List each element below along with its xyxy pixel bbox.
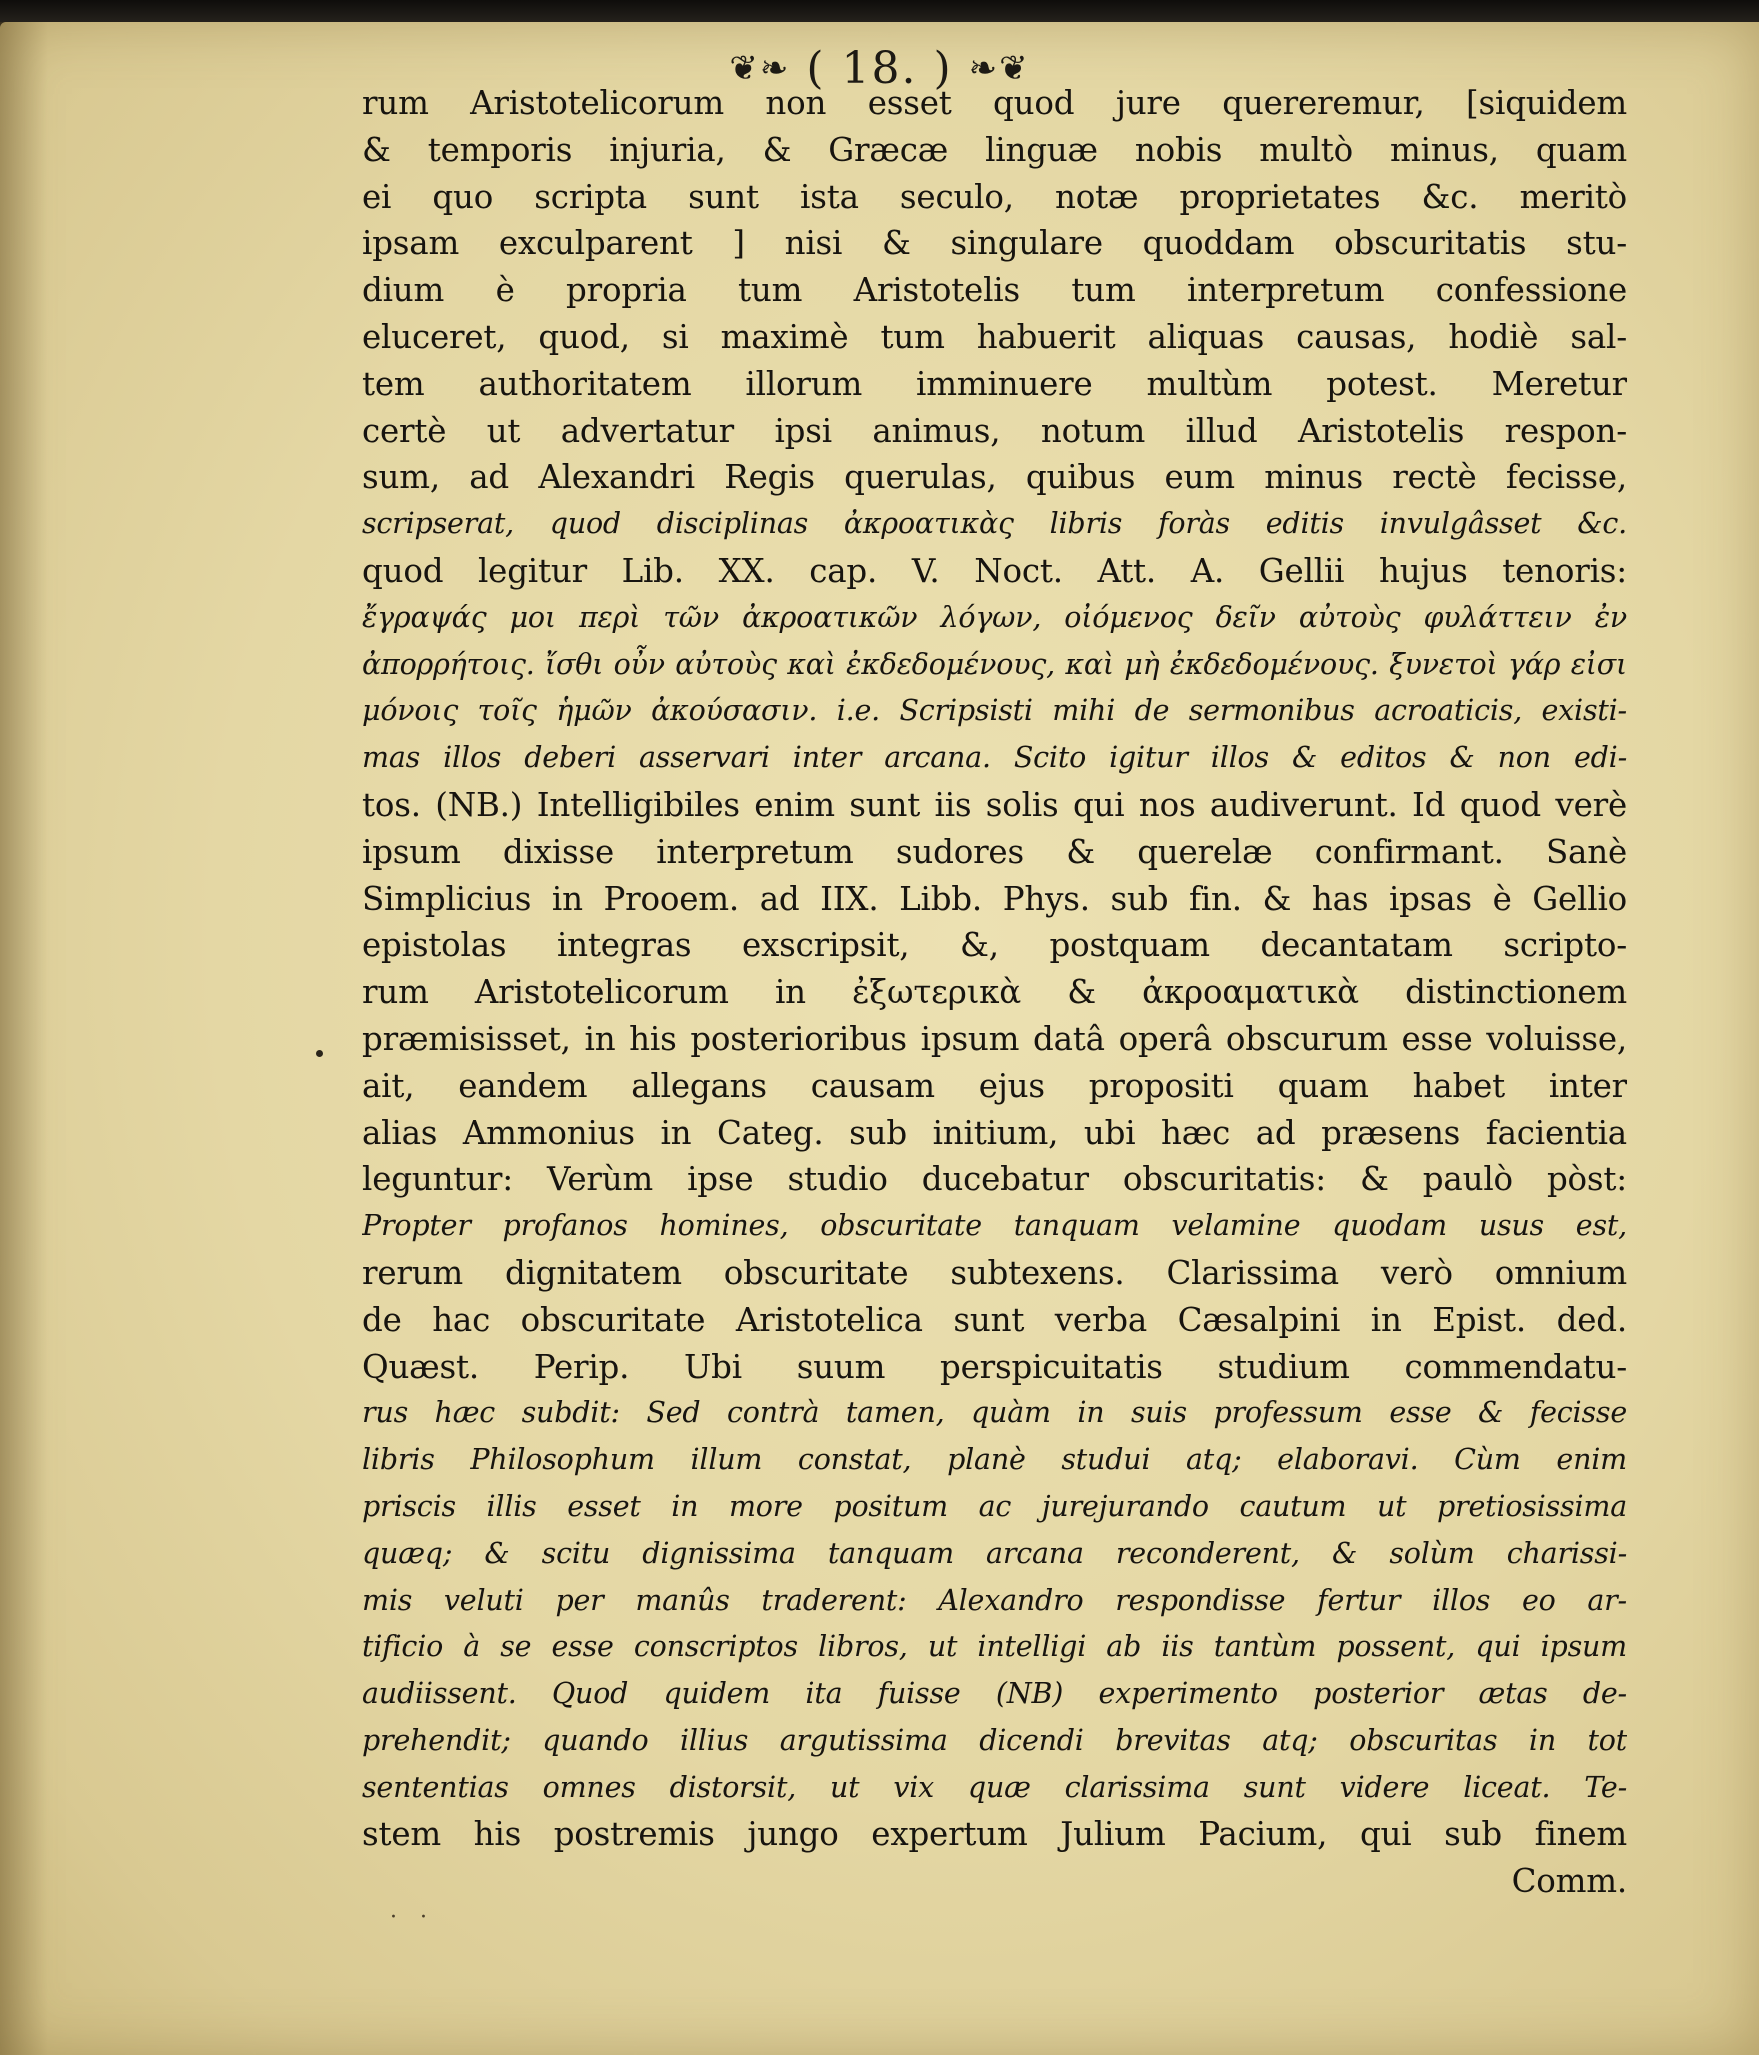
text-line: rum Aristotelicorum in ἐξωτερικὰ & ἀκροαματικὰ distinctionem: [362, 973, 1627, 1012]
text-line: quæq; & scitu dignissima tanquam arcana reconderent, & solùm charissi-: [362, 1536, 1627, 1570]
text-line: certè ut advertatur ipsi animus, notum illud Aristotelis respon-: [362, 411, 1627, 450]
text-line: prehendit; quando illius argutissima dicendi brevitas atq; obscuritas in tot: [362, 1723, 1627, 1757]
text-line: ipsam exculparent ] nisi & singulare quoddam obscuritatis stu-: [362, 224, 1627, 263]
page-number: ( 18. ): [806, 43, 953, 94]
text-line: ipsum dixisse interpretum sudores & querelæ confirmant. Sanè: [362, 832, 1627, 871]
text-line: ait, eandem allegans causam ejus propositi quam habet inter: [362, 1066, 1627, 1105]
text-line: eluceret, quod, si maximè tum habuerit aliquas causas, hodiè sal-: [362, 317, 1627, 356]
text-line: audiissent. Quod quidem ita fuisse (NB) experimento posterior ætas de-: [362, 1677, 1627, 1711]
text-line: rus hæc subdit: Sed contrà tamen, quàm in suis professum esse & fecisse: [362, 1396, 1627, 1430]
text-line: stem his postremis jungo expertum Julium Pacium, qui sub finem: [362, 1815, 1627, 1854]
greek-text-line: ἔγραψάς μοι περὶ τῶν ἀκροατικῶν λόγων, οἰόμενος δεῖν αὐτοὺς φυλάττειν ἐν: [362, 600, 1627, 634]
text-line: tos. (NB.) Intelligibiles enim sunt iis solis qui nos audiverunt. Id quod verè: [362, 785, 1627, 824]
text-line: sum, ad Alexandri Regis querulas, quibus eum minus rectè fecisse,: [362, 458, 1627, 497]
text-line: leguntur: Verùm ipse studio ducebatur obscuritatis: & paulò pòst:: [362, 1160, 1627, 1199]
text-line: rum Aristotelicorum non esset quod jure quereremur, [siquidem: [362, 84, 1627, 122]
text-line: priscis illis esset in more positum ac jurejurando cautum ut pretiosissima: [362, 1489, 1627, 1523]
ornament-right-icon: ❧❦: [968, 48, 1030, 89]
text-line: præmisisset, in his posterioribus ipsum datâ operâ obscurum esse voluisse,: [362, 1019, 1627, 1058]
ornament-left-icon: ❦❧: [729, 48, 791, 89]
text-line: μόνοις τοῖς ἡμῶν ἀκούσασιν. i.e. Scripsisti mihi de sermonibus acroaticis, existi-: [362, 694, 1627, 728]
text-line: tificio à se esse conscriptos libros, ut intelligi ab iis tantùm possent, qui ipsum: [362, 1630, 1627, 1664]
text-line: tem authoritatem illorum imminuere multùm potest. Meretur: [362, 364, 1627, 403]
ink-specks: · ·: [390, 1905, 435, 1930]
text-line: & temporis injuria, & Græcæ linguæ nobis multò minus, quam: [362, 130, 1627, 169]
text-line: sententias omnes distorsit, ut vix quæ clarissima sunt videre liceat. Te-: [362, 1770, 1627, 1804]
text-line: alias Ammonius in Categ. sub initium, ubi hæc ad præsens facientia: [362, 1113, 1627, 1152]
text-line: rerum dignitatem obscuritate subtexens. Clarissima verò omnium: [362, 1253, 1627, 1292]
text-line: Simplicius in Prooem. ad IIX. Libb. Phys. sub fin. & has ipsas è Gellio: [362, 879, 1627, 918]
text-line: Propter profanos homines, obscuritate tanquam velamine quodam usus est,: [362, 1209, 1627, 1243]
text-line: dium è propria tum Aristotelis tum interpretum confessione: [362, 271, 1627, 310]
text-line: mas illos deberi asservari inter arcana. Scito igitur illos & editos & non edi-: [362, 741, 1627, 775]
text-line: scripserat, quod disciplinas ἀκροατικὰς libris foràs editis invulgâsset &c.: [362, 507, 1627, 541]
margin-dot: [316, 1050, 323, 1057]
text-line: ei quo scripta sunt ista seculo, notæ proprietates &c. meritò: [362, 177, 1627, 216]
text-line: epistolas integras exscripsit, &, postquam decantatam scripto-: [362, 926, 1627, 965]
text-line: quod legitur Lib. XX. cap. V. Noct. Att. A. Gellii hujus tenoris:: [362, 551, 1627, 590]
body-text: [362, 80, 1627, 1905]
catchword: Comm.: [1511, 1862, 1627, 1901]
text-line: libris Philosophum illum constat, planè studui atq; elaboravi. Cùm enim: [362, 1443, 1627, 1477]
text-line: de hac obscuritate Aristotelica sunt verba Cæsalpini in Epist. ded.: [362, 1300, 1627, 1339]
text-line: mis veluti per manûs traderent: Alexandro respondisse fertur illos eo ar-: [362, 1583, 1627, 1617]
greek-text-line: ἀπορρήτοις. ἴσθι οὖν αὐτοὺς καὶ ἐκδεδομένους, καὶ μὴ ἐκδεδομένους. ξυνετοὶ γάρ εἰσι: [362, 647, 1627, 681]
text-line: Quæst. Perip. Ubi suum perspicuitatis studium commendatu-: [362, 1347, 1627, 1386]
